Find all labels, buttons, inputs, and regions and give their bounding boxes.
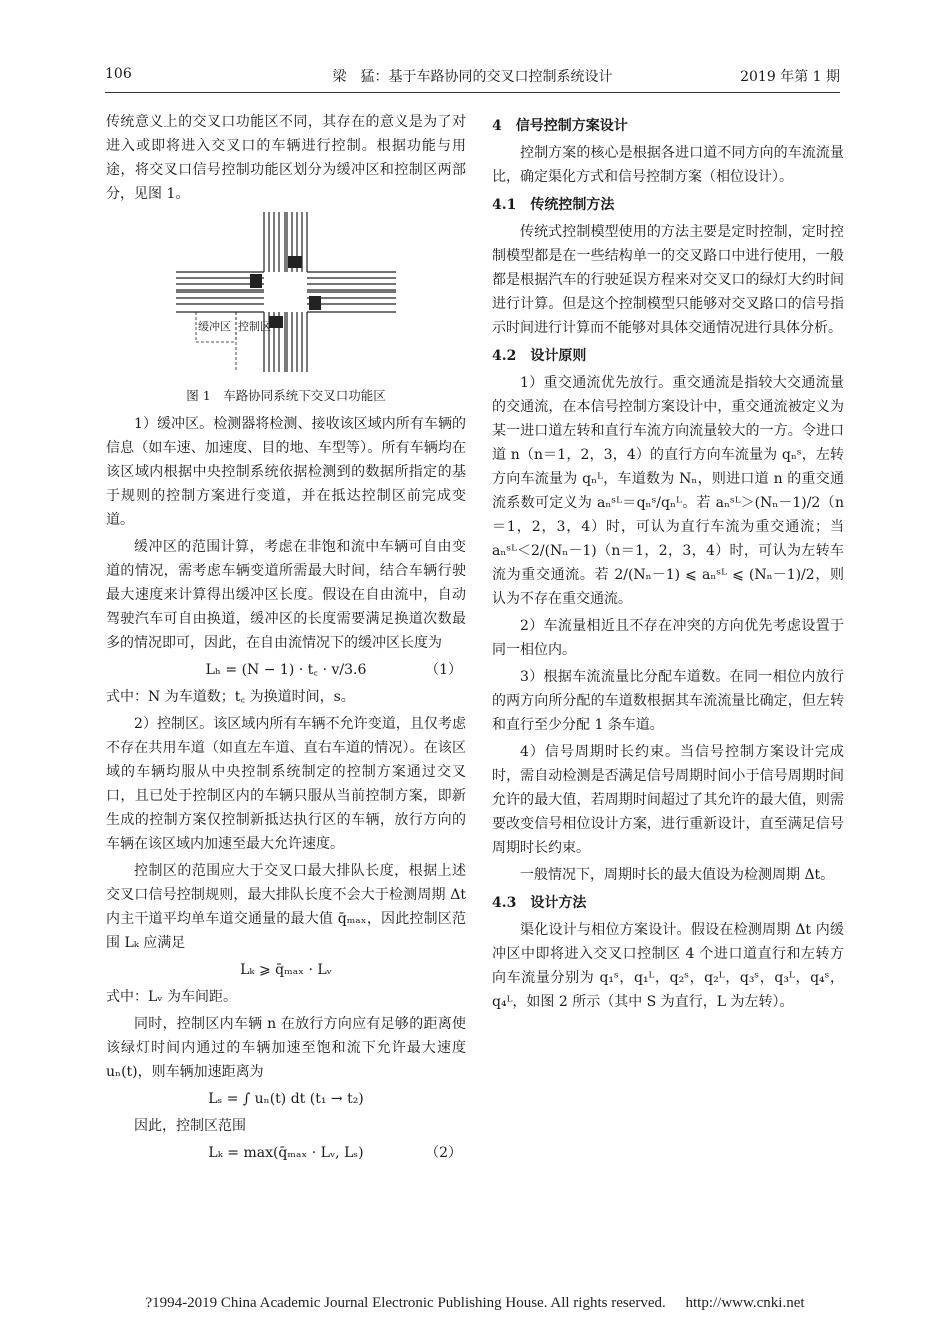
paragraph: 1）缓冲区。检测器将检测、接收该区域内所有车辆的信息（如车速、加速度、目的地、车型等）。所有车辆均在该区域内根据中央控制系统依据检测到的数据所指定的基于规则的控制方案进行变道，并在抵达控制区前完成变道。 <box>106 416 466 528</box>
footer-url[interactable]: http://www.cnki.net <box>685 1295 805 1311</box>
equation-number: （2） <box>425 1145 462 1161</box>
equation-number: （1） <box>425 662 462 678</box>
paragraph: 2）车流量相近且不存在冲突的方向优先考虑设置于同一相位内。 <box>492 618 844 658</box>
subsection-heading: 4.1 传统控制方法 <box>492 197 615 213</box>
subsection-heading: 4.3 设计方法 <box>492 895 587 911</box>
page-footer <box>0 1295 950 1312</box>
paragraph: 因此，控制区范围 <box>134 1118 246 1134</box>
paragraph: 3）根据车流流量比分配车道数。在同一相位内放行的两方向所分配的车道数根据其车流流量比确定，但左转和直行至少分配 1 条车道。 <box>492 669 844 733</box>
left-column <box>106 110 466 1168</box>
page-header <box>105 66 840 90</box>
paragraph: 渠化设计与相位方案设计。假设在检测周期 Δt 内缓冲区中即将进入交叉口控制区 4 个进口道直行和左转方向车流量分别为 q₁ˢ，q₁ᴸ，q₂ˢ，q₂ᴸ，q₃ˢ，q₃ᴸ，q₄ˢ，q₄ᴸ，如图 2 所示（其中 S 为直行，L 为左转）。 <box>492 922 844 1010</box>
header-rule <box>105 92 840 93</box>
paragraph: 控制区的范围应大于交叉口最大排队长度，根据上述交叉口信号控制规则，最大排队长度不会大于检测周期 Δt 内主干道平均单车道交通量的最大值 q̄ₘₐₓ，因此控制区范围 Lₖ 应满足 <box>106 863 466 951</box>
subsection-heading: 4.2 设计原则 <box>492 348 587 364</box>
paragraph: 4）信号周期时长约束。当信号控制方案设计完成时，需自动检测是否满足信号周期时间小于信号周期时间允许的最大值，若周期时间超过了其允许的最大值，则需要改变信号相位设计方案，进行重新设计，直至满足信号周期时长约束。 <box>492 744 844 856</box>
paragraph: 传统意义上的交叉口功能区不同，其存在的意义是为了对进入或即将进入交叉口的车辆进行控制。根据功能与用途，将交叉口信号控制功能区划分为缓冲区和控制区两部分，见图 1。 <box>106 114 466 202</box>
intersection-diagram <box>176 212 396 372</box>
paragraph: 2）控制区。该区域内所有车辆不允许变道，且仅考虑不存在共用车道（如直左车道、直右车道的情况）。在该区域的车辆均服从中央控制系统制定的控制方案通过交叉口，且已处于控制区内的车辆只服从当前控制方案，即新生成的控制方案仅控制新抵达执行区的车辆，放行方向的车辆在该区域内加速至最大允许速度。 <box>106 716 466 852</box>
equation-2 <box>106 1141 466 1165</box>
paragraph: 式中：N 为车道数；t꜀ 为换道时间，s。 <box>106 689 355 705</box>
paragraph: 控制方案的核心是根据各进口道不同方向的车流流量比，确定渠化方式和信号控制方案（相位设计）。 <box>492 145 844 185</box>
page-number: 106 <box>105 66 132 82</box>
equation-acceleration <box>106 1087 466 1111</box>
equation-1 <box>106 658 466 682</box>
equation-text: Lₛ = ∫ uₙ(t) dt (t₁ → t₂) <box>208 1091 364 1107</box>
paragraph: 一般情况下，周期时长的最大值设为检测周期 Δt。 <box>520 867 835 883</box>
paragraph: 式中：Lᵥ 为车间距。 <box>106 989 237 1005</box>
paragraph: 传统式控制模型使用的方法主要是定时控制，定时控制模型都是在一些结构单一的交叉路口中进行使用，一般都是根据汽车的行驶延误方程来对交叉口的绿灯大约时间进行计算。但是这个控制模型只能够对交叉路口的信号指示时间进行计算而不能够对具体交通情况进行具体分析。 <box>492 224 844 336</box>
equation-control-range <box>106 958 466 982</box>
paragraph: 1）重交通流优先放行。重交通流是指较大交通流量的交通流，在本信号控制方案设计中，重交通流被定义为某一进口道左转和直行车流方向流量较大的一方。令进口道 n（n＝1，2，3，4）的直行方向车流量为 qₙˢ，左转方向车流量为 qₙᴸ，车道数为 Nₙ，则进口道 n 的重交通流系数可定义为 aₙˢᴸ＝qₙˢ/qₙᴸ。若 aₙˢᴸ＞(Nₙ－1)/2（n＝1，2，3，4）时，可认为直行车流为重交通流；当 aₙˢᴸ＜2/(Nₙ－1)（n＝1，2，3，4）时，可认为左转车流为重交通流。若 2/(Nₙ－1) ⩽ aₙˢᴸ ⩽ (Nₙ－1)/2，则认为不存在重交通流。 <box>492 375 844 607</box>
paragraph: 同时，控制区内车辆 n 在放行方向应有足够的距离使该绿灯时间内通过的车辆加速至饱和流下允许最大速度 uₙ(t)，则车辆加速距离为 <box>106 1016 466 1080</box>
buffer-zone-label: 缓冲区 <box>198 320 231 333</box>
equation-text: Lₖ ⩾ q̄ₘₐₓ · Lᵥ <box>240 962 332 978</box>
equation-text: Lₕ = (N − 1) · t꜀ · v/3.6 <box>205 662 367 678</box>
paragraph: 缓冲区的范围计算，考虑在非饱和流中车辆可自由变道的情况，需考虑车辆变道所需最大时间，结合车辆行驶最大速度来计算得出缓冲区长度。假设在自由流中，自动驾驶汽车可自由换道，缓冲区的长度需要满足换道次数最多的情况即可，因此，在自由流情况下的缓冲区长度为 <box>106 539 466 651</box>
control-zone-label: 控制区 <box>238 320 271 333</box>
figure-1 <box>106 212 466 380</box>
equation-text: Lₖ = max(q̄ₘₐₓ · Lᵥ, Lₛ) <box>208 1145 364 1161</box>
running-title: 梁 猛：基于车路协同的交叉口控制系统设计 <box>332 69 613 85</box>
right-column <box>492 110 844 1017</box>
issue-label: 2019 年第 1 期 <box>740 69 840 85</box>
section-heading: 4 信号控制方案设计 <box>492 118 628 134</box>
figure-caption: 图 1 车路协同系统下交叉口功能区 <box>186 388 386 403</box>
copyright-notice: ?1994-2019 China Academic Journal Electronic Publishing House. All rights reserved. <box>145 1295 666 1311</box>
